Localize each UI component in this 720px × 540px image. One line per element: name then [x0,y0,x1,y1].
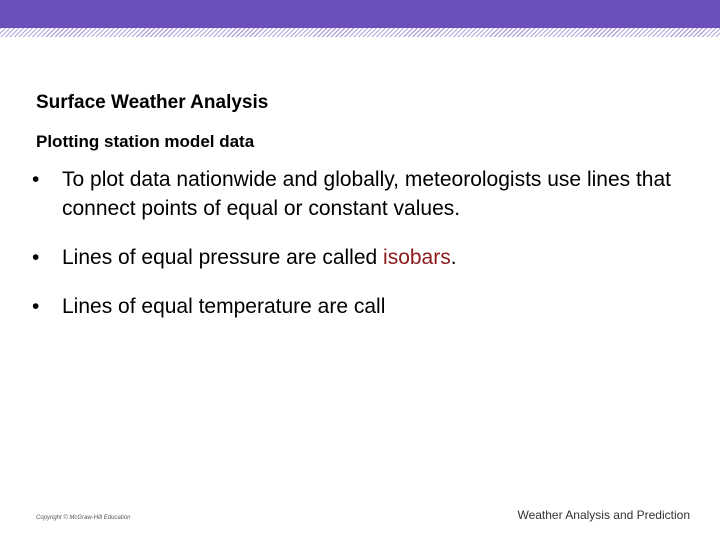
bullet-item [32,292,692,321]
banner-hatch-stripe [0,28,720,37]
slide-title: Surface Weather Analysis [36,92,269,113]
bullet-marker: • [32,168,40,191]
highlighted-term: isobars [383,246,451,269]
bullet-text: Lines of equal pressure are called [62,246,384,269]
bullet-item [32,243,692,272]
footer-title: Weather Analysis and Prediction [517,508,690,522]
bullet-text: Lines of equal temperature are call [62,295,386,318]
bullet-text: To plot data nationwide and globally, meteorologists use lines that connect points of equal or constant values. [62,168,671,220]
bullet-text-end: . [450,246,457,269]
slide-subtitle: Plotting station model data [36,132,255,151]
bullet-marker: • [32,246,40,269]
bullet-marker: • [32,295,40,318]
copyright-notice: Copyright © McGraw-Hill Education [36,515,131,521]
bullet-list [32,165,692,341]
bullet-item [32,165,692,223]
top-banner [0,0,720,28]
